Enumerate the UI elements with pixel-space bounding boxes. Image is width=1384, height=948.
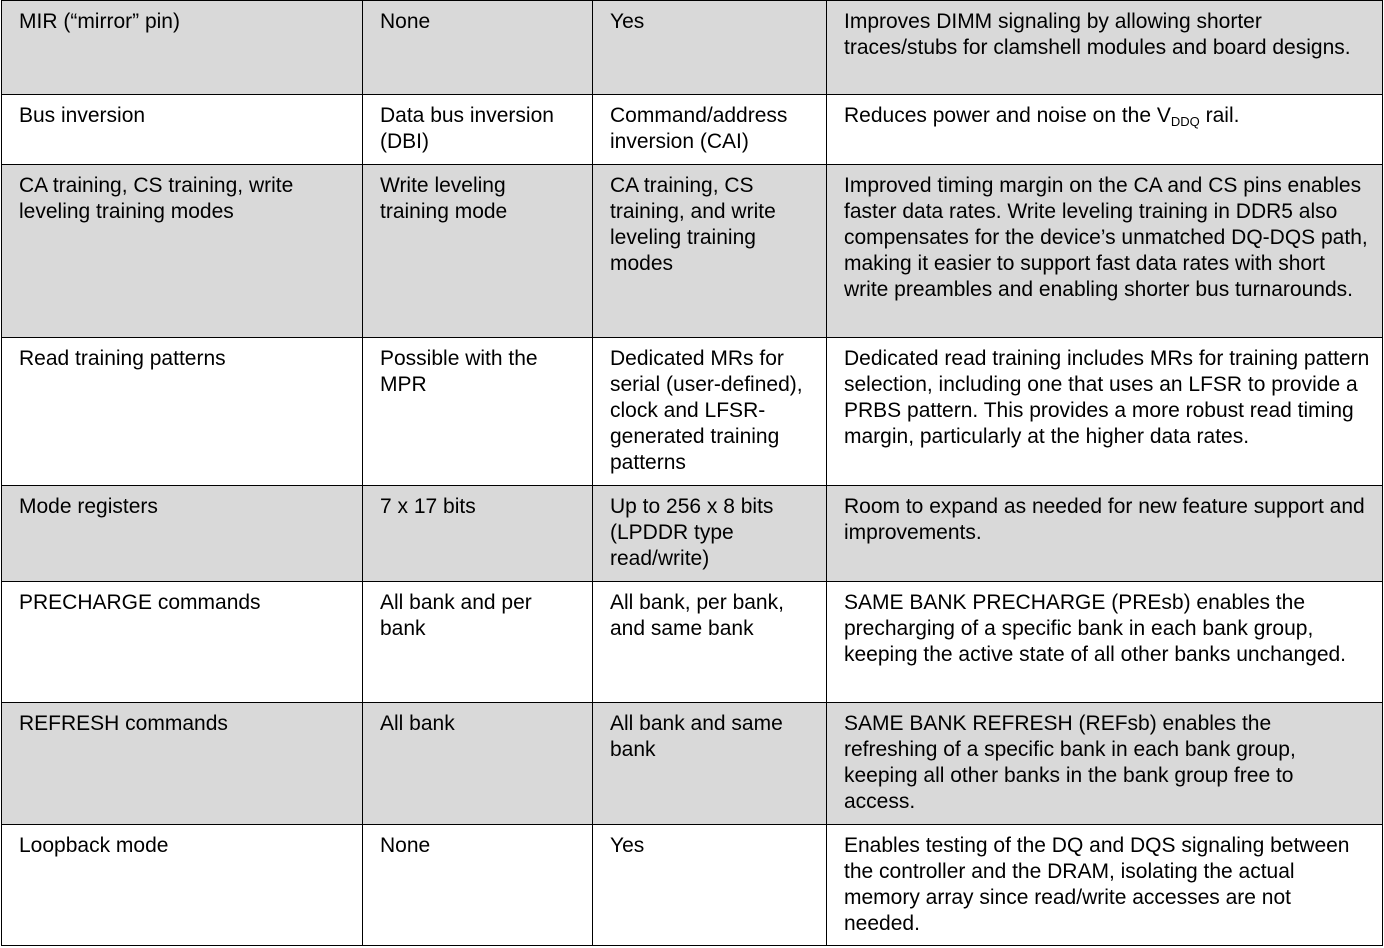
vddq-subscript: DDQ xyxy=(1170,114,1200,129)
feature-cell: MIR (“mirror” pin) xyxy=(2,1,363,95)
feature-comparison-table xyxy=(1,0,1383,946)
table-row-mir xyxy=(2,1,1383,95)
ddr5-cell: Dedicated MRs for serial (user-defined), clock and LFSR-generated training patterns xyxy=(593,338,827,486)
benefit-cell: SAME BANK PRECHARGE (PREsb) enables the precharging of a specific bank in each bank group, keeping the active state of all other banks unchanged. xyxy=(827,582,1383,703)
benefit-cell: Enables testing of the DQ and DQS signaling between the controller and the DRAM, isolating the actual memory array since read/write accesses are not needed. xyxy=(827,825,1383,946)
benefit-cell: Room to expand as needed for new feature support and improvements. xyxy=(827,486,1383,582)
table-row-read-training xyxy=(2,338,1383,486)
feature-cell: CA training, CS training, write leveling training modes xyxy=(2,165,363,338)
feature-cell: PRECHARGE commands xyxy=(2,582,363,703)
ddr5-cell: Yes xyxy=(593,1,827,95)
ddr4-cell: 7 x 17 bits xyxy=(363,486,593,582)
table-row-training-modes xyxy=(2,165,1383,338)
benefit-text: Reduces power and noise on the V xyxy=(844,104,1171,127)
table-row-bus-inversion xyxy=(2,95,1383,165)
ddr4-cell: All bank and per bank xyxy=(363,582,593,703)
benefit-text-end: rail. xyxy=(1199,104,1240,127)
ddr4-cell: Write leveling training mode xyxy=(363,165,593,338)
benefit-cell: Dedicated read training includes MRs for training pattern selection, including one that uses an LFSR to provide a PRBS pattern. This provides a more robust read timing margin, particularly at the higher data rates. xyxy=(827,338,1383,486)
feature-cell: REFRESH commands xyxy=(2,703,363,825)
ddr5-cell: Up to 256 x 8 bits (LPDDR type read/write) xyxy=(593,486,827,582)
feature-cell: Mode registers xyxy=(2,486,363,582)
ddr5-cell: All bank, per bank, and same bank xyxy=(593,582,827,703)
benefit-cell: SAME BANK REFRESH (REFsb) enables the refreshing of a specific bank in each bank group, keeping all other banks in the bank group free to access. xyxy=(827,703,1383,825)
ddr5-cell: CA training, CS training, and write leveling training modes xyxy=(593,165,827,338)
benefit-cell: Improves DIMM signaling by allowing shorter traces/stubs for clamshell modules and board designs. xyxy=(827,1,1383,95)
benefit-cell xyxy=(827,95,1383,165)
ddr4-cell: None xyxy=(363,825,593,946)
table-row-loopback xyxy=(2,825,1383,946)
ddr5-cell: All bank and same bank xyxy=(593,703,827,825)
ddr4-cell: Data bus inversion (DBI) xyxy=(363,95,593,165)
ddr5-cell: Yes xyxy=(593,825,827,946)
feature-cell: Bus inversion xyxy=(2,95,363,165)
ddr4-cell: Possible with the MPR xyxy=(363,338,593,486)
table-row-precharge xyxy=(2,582,1383,703)
benefit-cell: Improved timing margin on the CA and CS pins enables faster data rates. Write leveling training in DDR5 also compensates for the device’s unmatched DQ-DQS path, making it easier to support fast data rates with short write preambles and enabling shorter bus turnarounds. xyxy=(827,165,1383,338)
feature-cell: Loopback mode xyxy=(2,825,363,946)
ddr5-cell: Command/address inversion (CAI) xyxy=(593,95,827,165)
ddr4-cell: None xyxy=(363,1,593,95)
table-row-mode-registers xyxy=(2,486,1383,582)
table-row-refresh xyxy=(2,703,1383,825)
feature-cell: Read training patterns xyxy=(2,338,363,486)
ddr4-cell: All bank xyxy=(363,703,593,825)
